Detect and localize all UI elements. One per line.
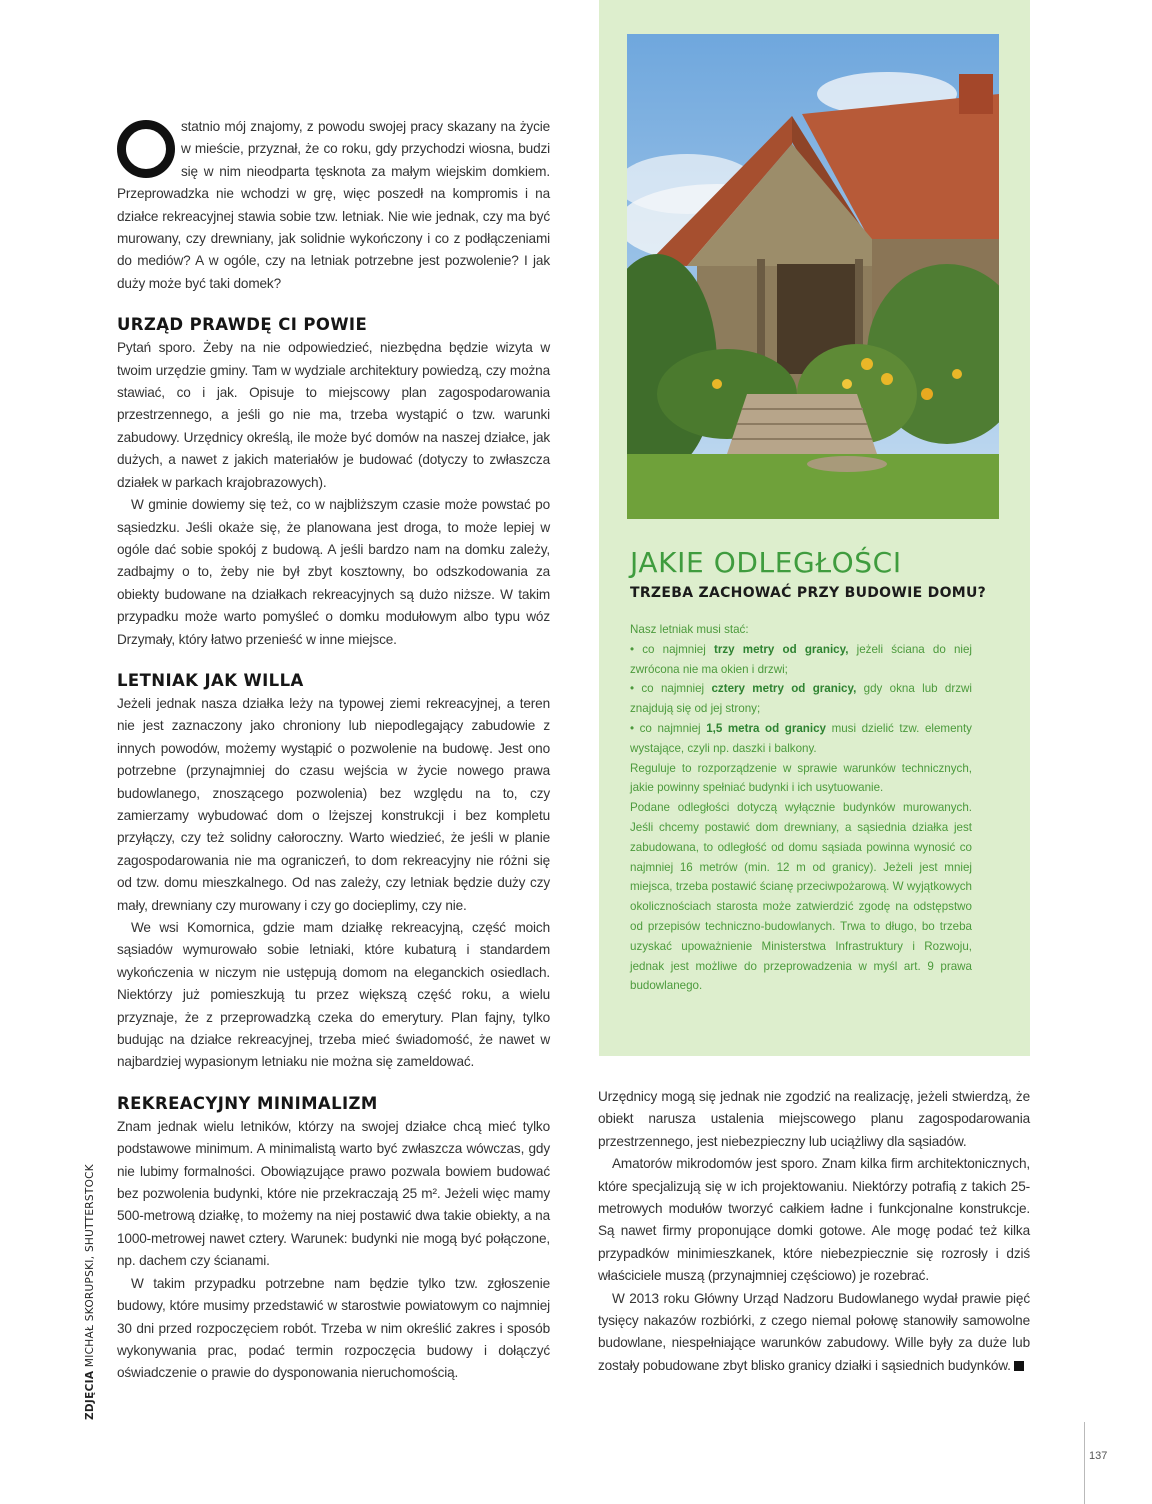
sidebar-intro: Nasz letniak musi stać: bbox=[630, 623, 749, 636]
section2-paragraph-2: We wsi Komornica, gdzie mam działkę rekreacyjną, część moich sąsiadów wymurowało sobie letniaki, które kubaturą i standardem wykończenia w niczym nie ustępują domom na eleganckich osiedlach. Niektórzy już pomieszkują tu przez większą część roku, a wielu przyznaje, że z przeprowadzką czeka do emerytury. Plan fajny, tylko budując na działce rekreacyjnej, trzeba mieć świadomość, że nawet w najbardziej wypasionym letniaku nie można się zameldować. bbox=[117, 920, 550, 1070]
left-column bbox=[117, 116, 550, 1385]
dropcap-o bbox=[117, 120, 175, 178]
right-paragraph-1: Urzędnicy mogą się jednak nie zgodzić na realizację, jeżeli stwierdzą, że obiekt narusza ustalenia miejscowego planu zagospodarowania przestrzennego, jest niebezpieczny lub uciążliwy dla sąsiadów. bbox=[598, 1089, 1030, 1149]
sidebar-bullet-3: • co najmniej 1,5 metra od granicy musi dzielić tzw. elementy wystające, czyli np. daszki i balkony. bbox=[630, 721, 972, 755]
end-mark bbox=[1014, 1361, 1024, 1371]
intro-paragraph bbox=[117, 116, 550, 295]
section1-paragraph-2: W gminie dowiemy się też, co w najbliższym czasie może powstać po sąsiedzku. Jeśli okaże się, że planowana jest droga, to może lepiej w ogóle dać sobie spokój z budową. A jeśli bardzo nam na domku zależy, zadbajmy o to, żeby nie był zbyt kosztowny, bo odszkodowania za obiekty budowane na działkach rekreacyjnych są dużo niższe. W takim przypadku może warto pomyśleć o domku modułowym albo typu wóz Drzymały, który łatwo przenieść w inne miejsce. bbox=[117, 497, 550, 647]
right-column bbox=[598, 1086, 1030, 1377]
heading-urzad: URZĄD PRAWDĘ CI POWIE bbox=[117, 315, 368, 335]
sidebar-title: JAKIE ODLEGŁOŚCI bbox=[630, 546, 902, 579]
sidebar-bullet-2: • co najmniej cztery metry od granicy, gdy okna lub drzwi znajdują się od jej strony; bbox=[630, 682, 972, 716]
section3-paragraph-2: W takim przypadku potrzebne nam będzie tylko tzw. zgłoszenie budowy, które musimy przedstawić w starostwie powiatowym co najmniej 30 dni przed rozpoczęciem robót. Trzeba w nim określić zakres i sposób wykonywania prac, podać termin rozpoczęcia budowy i dołączyć oświadczenie o prawie do dysponowania nieruchomością. bbox=[117, 1275, 550, 1381]
house-illustration bbox=[627, 34, 999, 519]
sidebar-text bbox=[630, 620, 972, 996]
house-photo bbox=[627, 34, 999, 519]
sidebar-bullet-1: • co najmniej trzy metry od granicy, jeżeli ściana do niej zwrócona nie ma okien i drzwi; bbox=[630, 642, 972, 676]
right-paragraph-3: W 2013 roku Główny Urząd Nadzoru Budowlanego wydał prawie pięć tysięcy nakazów rozbiórki, z czego niemal połowę stanowiły samowolne budowlane, niespełniające warunków zabudowy. Wille były za duże lub zostały pobudowane zbyt blisko granicy działki i sąsiednich budynków. bbox=[598, 1290, 1030, 1373]
heading-minimalizm: REKREACYJNY MINIMALIZM bbox=[117, 1093, 378, 1113]
section1-paragraph-1: Pytań sporo. Żeby na nie odpowiedzieć, niezbędna będzie wizyta w twoim urzędzie gminy. Tam w wydziale architektury powiedzą, czy można stawiać, co i jak. Opisuje to miejscowy plan zagospodarowania przestrzennego, a jeśli go nie ma, trzeba wystąpić o tzw. warunki zabudowy. Urzędnicy określą, ile może być domów na naszej działce, jak dużych, a nawet z jakich materiałów je budować (dotyczy to zwłaszcza działek w parkach krajobrazowych). bbox=[117, 340, 550, 490]
section3-paragraph-1: Znam jednak wielu letników, którzy na swojej działce chcą mieć tylko podstawowe minimum. A minimalistą warto być zwłaszcza wówczas, gdy nie lubimy formalności. Obowiązujące prawo pozwala bowiem budować bez pozwolenia budynki, które nie przekraczają 25 m². Jeżeli więc mamy 500-metrową działkę, to możemy na niej postawić dwa takie obiekty, a na 1000-metrowej nawet cztery. Warunek: budynki nie mogą być połączone, np. dachem czy ścianami. bbox=[117, 1118, 550, 1269]
photo-credit: ZDJĘCIA MICHAŁ SKORUPSKI, SHUTTERSTOCK bbox=[84, 1164, 96, 1420]
page-number: 137 bbox=[1089, 1450, 1108, 1462]
sidebar-subtitle: TRZEBA ZACHOWAĆ PRZY BUDOWIE DOMU? bbox=[630, 585, 987, 601]
sidebar-paragraph-2: Podane odległości dotyczą wyłącznie budynków murowanych. Jeśli chcemy postawić dom drewniany, a sąsiednia działka jest zabudowana, to odległość od domu sąsiada powinna wynosić co najmniej 16 metrów (min. 12 m od granicy). Jeżeli jest mniej miejsca, trzeba postawić ścianę przeciwpożarową. W wyjątkowych okolicznościach starosta może zatwierdzić zgodę na odstępstwo od przepisów techniczno-budowlanych. Trwa to długo, bo trzeba uzyskać upoważnienie Ministerstwa Infrastruktury i Rozwoju, jednak jest możliwe do przeprowadzenia w myśl art. 9 prawa budowlanego. bbox=[630, 801, 972, 993]
page-rule bbox=[1084, 1422, 1085, 1504]
heading-letniak: LETNIAK JAK WILLA bbox=[117, 670, 304, 690]
right-paragraph-2: Amatorów mikrodomów jest sporo. Znam kilka firm architektonicznych, które specjalizują się w ich projektowaniu. Niektórzy potrafią z takich 25-metrowych modułów tworzyć całkiem ładne i funkcjonalne konstrukcje. Są nawet firmy proponujące domki gotowe. Ale mogę podać też kilka przypadków minimieszkanek, które niebezpiecznie się rozrosły i dziś właściciele muszą (przynajmniej częściowo) je rozebrać. bbox=[598, 1156, 1030, 1284]
sidebar-paragraph-1: Reguluje to rozporządzenie w sprawie warunków technicznych, jakie powinny spełniać budynki i ich usytuowanie. bbox=[630, 761, 972, 795]
section2-paragraph-1: Jeżeli jednak nasza działka leży na typowej ziemi rekreacyjnej, a teren nie jest zaznaczony jako chroniony lub niepodlegający zabudowie z innych powodów, możemy wystąpić o pozwolenie na budowę. Jest ono potrzebne (przynajmniej do czasu wejścia w życie nowego prawa budowlanego, znoszącego pozwolenia) bez względu na to, czy zamierzamy wybudować dom o lżejszej konstrukcji i bez kompletu przyłączy, czy też solidny całoroczny. Warto wiedzieć, że jeśli w planie zagospodarowania nie ma ograniczeń, to dom rekreacyjny nie różni się od tzw. domu mieszkalnego. Od nas zależy, czy letniak będzie duży czy mały, drewniany czy murowany i czy go docieplimy, czy nie. bbox=[117, 695, 550, 913]
intro-text: statnio mój znajomy, z powodu swojej pracy skazany na życie w mieście, przyznał, że co roku, gdy przychodzi wiosna, budzi się w nim nieodparta tęsknota za małym wiejskim domkiem. Przeprowadzka nie wchodzi w grę, więc poszedł na kompromis i na działce rekreacyjnej stawia sobie tzw. letniak. Nie wie jednak, czy ma być murowany, czy drewniany, jak solidnie wykończony i co z podłączeniami do mediów? A w ogóle, czy na letniak potrzebne jest pozwolenie? I jak duży może być taki domek? bbox=[117, 119, 550, 291]
